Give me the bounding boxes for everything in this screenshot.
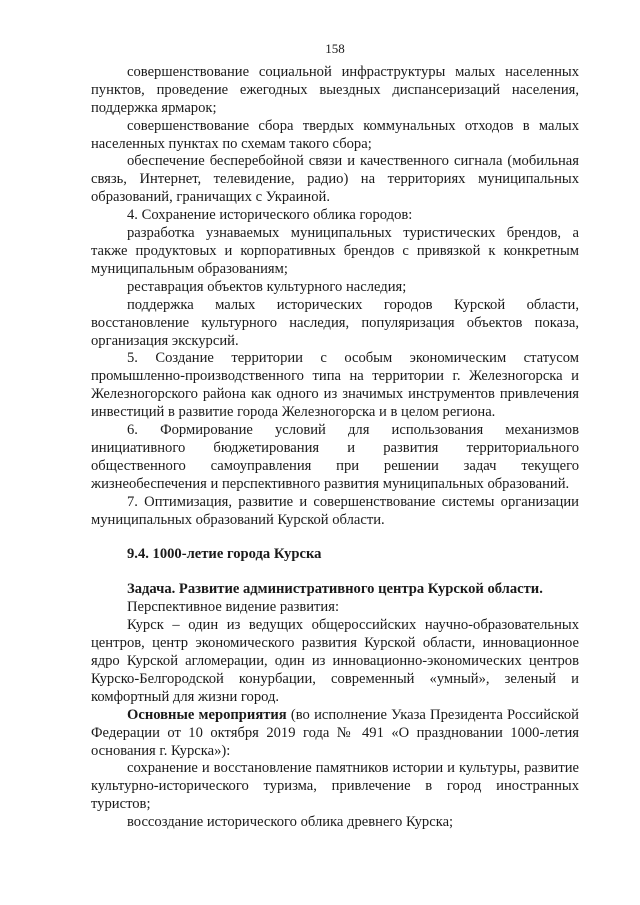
paragraph: воссоздание исторического облика древнего Курска; (127, 814, 454, 831)
document-page (91, 40, 579, 832)
paragraph: разработка узнаваемых муниципальных туристических брендов, а также продуктовых и корпоративных брендов с привязкой к конкретным муниципальным образованиям; (91, 225, 579, 277)
vision-label: Перспективное видение развития: (127, 599, 340, 616)
paragraph-item-5: 5. Создание территории с особым экономическим статусом промышленно-производственного типа на территории г. Железногорска и Железногорского района как одного из значимых инструментов привлечения инвестиций в развитие города Железногорска и в целом региона. (91, 350, 579, 421)
paragraph: обеспечение бесперебойной связи и качественного сигнала (мобильная связь, Интернет, телевидение, радио) на территориях муниципальных образований, граничащих с Украиной. (91, 153, 579, 206)
paragraph: поддержка малых исторических городов Курской области, восстановление культурного наследия, популяризация объектов показа, организация экскурсий. (91, 296, 579, 349)
paragraph-item-7: 7. Оптимизация, развитие и совершенствование системы организации муниципальных образований Курской области. (91, 493, 579, 528)
page-number: 158 (325, 41, 345, 56)
measures-bold: Основные мероприятия (127, 706, 287, 723)
measures-rest: (во исполнение Указа Президента Российской Федерации от 10 октября 2019 года № 491 «О праздновании 1000-летия основания г. Курска»): (91, 706, 579, 759)
paragraph: реставрация объектов культурного наследия; (127, 278, 407, 295)
spacer (91, 529, 579, 546)
paragraph: совершенствование сбора твердых коммунальных отходов в малых населенных пунктах по схемам такого сбора; (91, 117, 579, 152)
vision-text: Курск – один из ведущих общероссийских научно-образовательных центров, центр экономического развития Курской области, инновационное ядро Курской агломерации, один из инновационно-экономических центров Курско-Белгородской конурбации, современный «умный», зеленый и комфортный для жизни город. (91, 617, 579, 705)
section-heading: 9.4. 1000-летие города Курска (127, 546, 322, 563)
paragraph: совершенствование социальной инфраструктуры малых населенных пунктов, проведение ежегодных выездных диспансеризаций населения, поддержка ярмарок; (91, 63, 579, 116)
measures-paragraph (91, 707, 579, 761)
paragraph-item-6: 6. Формирование условий для использования механизмов инициативного бюджетирования и развития территориального общественного самоуправления при решении задач текущего жизнеобеспечения и перспективного развития муниципальных образований. (91, 422, 579, 492)
task-heading: Задача. Развитие административного центра Курской области. (127, 581, 543, 598)
paragraph: сохранение и восстановление памятников истории и культуры, развитие культурно-исторического туризма, привлечение в город иностранных туристов; (91, 760, 579, 813)
paragraph-item-4: 4. Сохранение исторического облика городов: (127, 207, 413, 224)
spacer (91, 564, 579, 581)
